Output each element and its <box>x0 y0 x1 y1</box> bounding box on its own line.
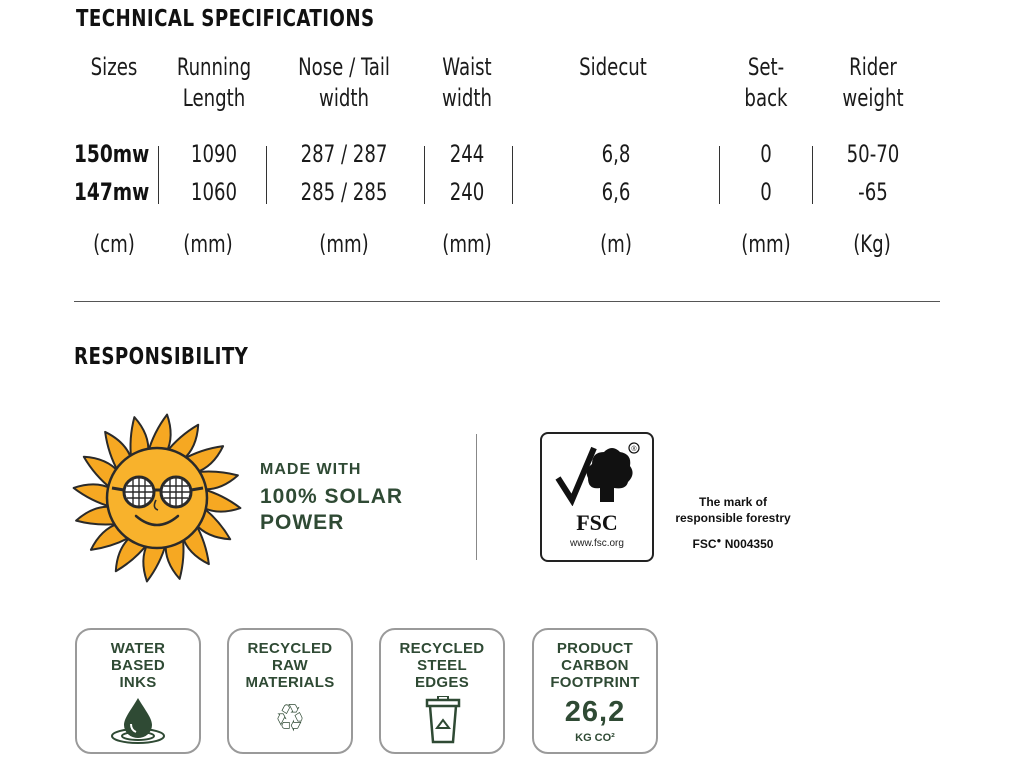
unit-cell: (mm) <box>183 230 233 258</box>
badge-recycled-raw-materials: RECYCLED RAW MATERIALS ♲ <box>227 628 353 754</box>
header-waist-width: Waist width <box>441 53 493 112</box>
sun-with-sunglasses-icon <box>72 412 242 584</box>
nose-tail-cell: 285 / 285 <box>300 178 388 206</box>
weight-cell: -65 <box>858 178 888 206</box>
setback-cell: 0 <box>760 178 772 206</box>
unit-cell: (Kg) <box>853 230 891 258</box>
header-running-length: Running Length <box>176 53 252 112</box>
unit-cell: (cm) <box>93 230 135 258</box>
unit-cell: (mm) <box>319 230 369 258</box>
column-divider <box>719 146 720 204</box>
water-drop-icon <box>107 696 169 748</box>
header-sizes: Sizes <box>90 53 138 81</box>
unit-cell: (m) <box>600 230 632 258</box>
tech-spec-title: TECHNICAL SPECIFICATIONS <box>76 6 375 32</box>
badge-water-based-inks: WATER BASED INKS <box>75 628 201 754</box>
setback-cell: 0 <box>760 140 772 168</box>
header-nose-tail-width: Nose / Tail width <box>298 53 390 112</box>
fsc-logo-text: FSC <box>576 510 618 535</box>
divider <box>476 434 477 560</box>
waist-cell: 244 <box>449 140 485 168</box>
fsc-url: www.fsc.org <box>570 538 624 549</box>
solar-line-3: POWER <box>260 511 345 534</box>
fsc-registered-mark: ® <box>631 446 637 453</box>
unit-cell: (mm) <box>741 230 791 258</box>
section-divider <box>74 301 940 302</box>
unit-cell: (mm) <box>442 230 492 258</box>
solar-line-2: 100% SOLAR <box>260 485 404 508</box>
column-divider <box>266 146 267 204</box>
header-setback: Set- back <box>744 53 788 112</box>
badge-recycled-steel-edges: RECYCLED STEEL EDGES <box>379 628 505 754</box>
column-divider <box>512 146 513 204</box>
fsc-license-code: FSC● N004350 <box>692 536 774 551</box>
column-divider <box>158 146 159 204</box>
badge-carbon-footprint: PRODUCT CARBON FOOTPRINT 26,2 KG CO² <box>532 628 658 754</box>
sidecut-cell: 6,6 <box>601 178 631 206</box>
sidecut-cell: 6,8 <box>601 140 631 168</box>
fsc-logo <box>540 432 654 562</box>
carbon-value: 26,2 <box>564 696 626 728</box>
carbon-unit: KG CO² <box>575 732 615 744</box>
column-divider <box>424 146 425 204</box>
recycle-bin-icon <box>425 696 461 744</box>
weight-cell: 50-70 <box>846 140 900 168</box>
header-sidecut: Sidecut <box>579 53 647 81</box>
recycle-icon: ♲ <box>274 696 306 740</box>
responsibility-title: RESPONSIBILITY <box>74 344 249 370</box>
solar-line-1: MADE WITH <box>260 461 362 478</box>
nose-tail-cell: 287 / 287 <box>300 140 388 168</box>
fsc-tree-checkmark-icon <box>554 440 644 506</box>
header-rider-weight: Rider weight <box>842 53 904 112</box>
fsc-mark-text: The mark of responsible forestry <box>675 495 791 525</box>
length-cell: 1090 <box>190 140 238 168</box>
waist-cell: 240 <box>449 178 485 206</box>
size-cell: 147mw <box>74 178 150 206</box>
size-cell: 150mw <box>74 140 150 168</box>
column-divider <box>812 146 813 204</box>
length-cell: 1060 <box>190 178 238 206</box>
